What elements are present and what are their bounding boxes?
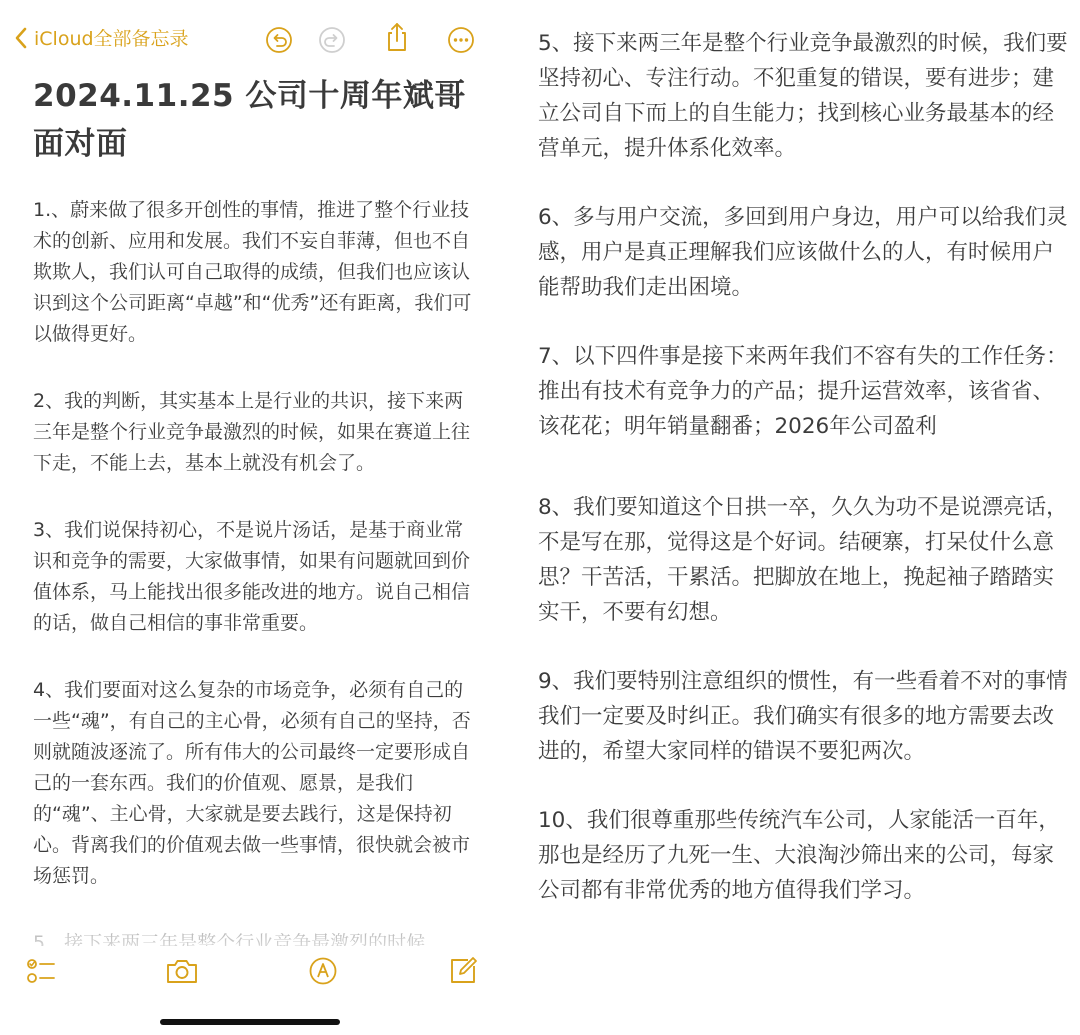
back-button[interactable] <box>14 24 189 51</box>
more-icon <box>447 26 475 54</box>
note-screen-left <box>0 0 500 1035</box>
note-paragraph: 5、接下来两三年是整个行业竞争最激烈的时候，我们要坚持初心、专注行动。不犯重复的错误，要有进步；建立公司自下而上的自生能力；找到核心业务最基本的经营单元，提升体系化效率。 <box>538 31 1068 161</box>
redo-icon <box>318 26 346 54</box>
chevron-left-icon <box>14 27 28 49</box>
undo-icon <box>265 26 293 54</box>
markup-pen-icon <box>308 956 338 986</box>
checklist-button[interactable] <box>24 954 58 988</box>
share-icon <box>383 21 411 53</box>
note-paragraph: 6、多与用户交流，多回到用户身边，用户可以给我们灵感，用户是真正理解我们应该做什么的人，有时候用户能帮助我们走出困境。 <box>538 205 1068 300</box>
note-paragraph: 1.、蔚来做了很多开创性的事情，推进了整个行业技术的创新、应用和发展。我们不妄自菲薄，但也不自欺欺人，我们认可自己取得的成绩，但我们也应该认识到这个公司距离“卓越”和“优秀”还有距离，我们可以做得更好。 <box>33 199 472 345</box>
note-body-right[interactable] <box>538 26 1068 942</box>
home-indicator[interactable] <box>160 1019 340 1025</box>
compose-icon <box>448 956 478 986</box>
back-button-label: iCloud全部备忘录 <box>34 28 189 50</box>
redo-button[interactable] <box>317 25 347 55</box>
camera-button[interactable] <box>165 954 199 988</box>
note-paragraph: 8、我们要知道这个日拱一卒，久久为功不是说漂亮话，不是写在那，觉得这是个好词。结硬寨，打呆仗什么意思？干苦活，干累活。把脚放在地上，挽起袖子踏踏实实干，不要有幻想。 <box>538 495 1068 625</box>
note-body-left[interactable] <box>33 195 473 946</box>
note-paragraph: 9、我们要特别注意组织的惯性，有一些看着不对的事情我们一定要及时纠正。我们确实有很多的地方需要去改进的，希望大家同样的错误不要犯两次。 <box>538 669 1068 764</box>
note-paragraph: 4、我们要面对这么复杂的市场竞争，必须有自己的一些“魂”，有自己的主心骨，必须有自己的坚持，否则就随波逐流了。所有伟大的公司最终一定要形成自己的一套东西。我们的价值观、愿景，是我们的“魂”、主心骨，大家就是要去践行，这是保持初心。背离我们的价值观去做一些事情，很快就会被市场惩罚。 <box>33 679 471 887</box>
compose-button[interactable] <box>446 954 480 988</box>
checklist-icon <box>25 955 57 987</box>
bottom-toolbar <box>0 950 500 994</box>
undo-button[interactable] <box>264 25 294 55</box>
markup-button[interactable] <box>306 954 340 988</box>
note-paragraph: 7、以下四件事是接下来两年我们不容有失的工作任务：推出有技术有竞争力的产品；提升运营效率，该省省、该花花；明年销量翻番；2026年公司盈利 <box>538 344 1068 439</box>
note-paragraph: 2、我的判断，其实基本上是行业的共识，接下来两三年是整个行业竞争最激烈的时候，如果在赛道上往下走，不能上去，基本上就没有机会了。 <box>33 390 471 474</box>
note-paragraph: 3、我们说保持初心，不是说片汤话，是基于商业常识和竞争的需要，大家做事情，如果有问题就回到价值体系，马上能找出很多能改进的地方。说自己相信的话，做自己相信的事非常重要。 <box>33 519 471 634</box>
more-button[interactable] <box>446 25 476 55</box>
note-screen-right <box>518 0 1080 1035</box>
share-button[interactable] <box>382 22 412 52</box>
note-paragraph: 10、我们很尊重那些传统汽车公司，人家能活一百年，那也是经历了九死一生、大浪淘沙筛出来的公司，每家公司都有非常优秀的地方值得我们学习。 <box>538 808 1060 903</box>
camera-icon <box>165 956 199 986</box>
note-title[interactable]: 2024.11.25 公司十周年斌哥面对面 <box>33 78 466 162</box>
navigation-bar <box>0 22 500 62</box>
